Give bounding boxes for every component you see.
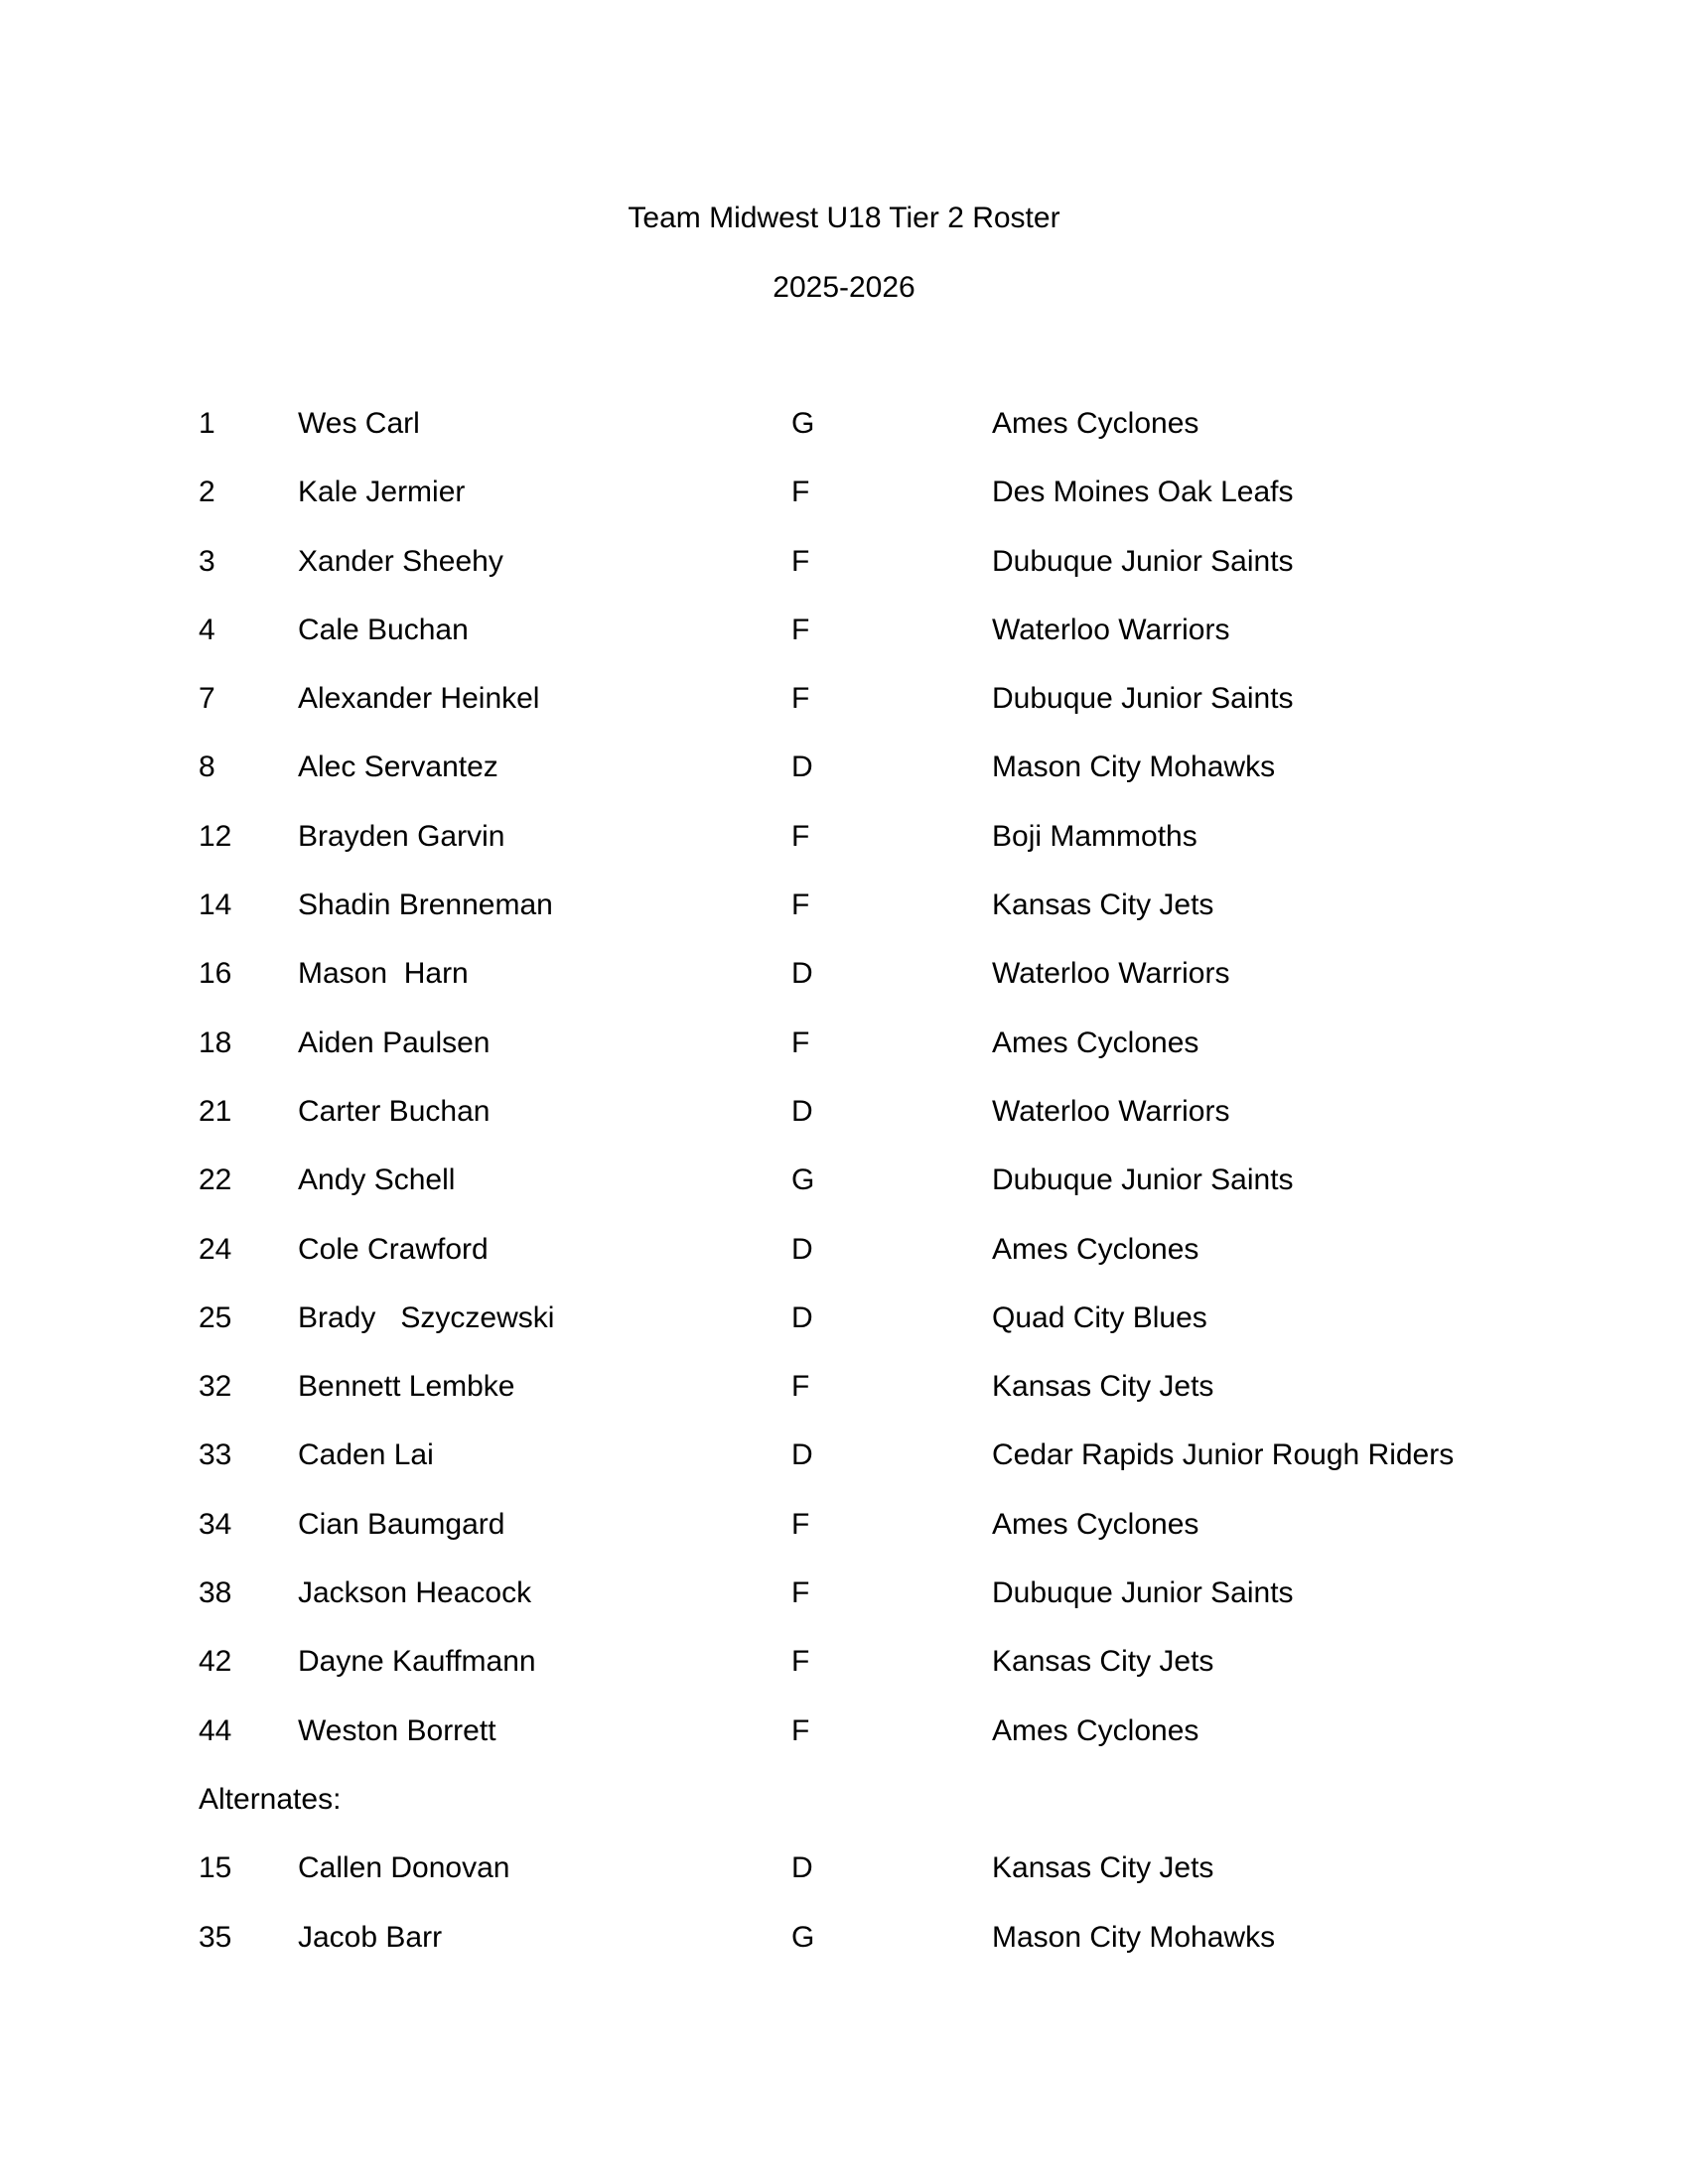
player-name: Weston Borrett (298, 1713, 496, 1747)
player-row (0, 1296, 1688, 1364)
player-position: D (791, 751, 813, 784)
player-number: 25 (199, 1300, 232, 1334)
player-number: 35 (199, 1920, 232, 1954)
player-name: Jacob Barr (298, 1920, 443, 1954)
player-team: Cedar Rapids Junior Rough Riders (992, 1438, 1455, 1472)
player-row (0, 1708, 1688, 1777)
player-row (0, 401, 1688, 470)
player-name: Cole Crawford (298, 1232, 489, 1266)
player-name: Andy Schell (298, 1163, 456, 1197)
player-number: 34 (199, 1507, 232, 1541)
player-row (0, 1570, 1688, 1639)
player-row (0, 1089, 1688, 1158)
player-name: Xander Sheehy (298, 544, 503, 578)
player-number: 38 (199, 1576, 232, 1610)
player-position: F (791, 1025, 810, 1059)
player-name: Alexander Heinkel (298, 682, 540, 716)
player-name: Carter Buchan (298, 1094, 491, 1128)
player-row (0, 951, 1688, 1020)
player-team: Dubuque Junior Saints (992, 1576, 1294, 1610)
player-team: Waterloo Warriors (992, 613, 1230, 646)
player-position: D (791, 1300, 813, 1334)
player-name: Jackson Heacock (298, 1576, 532, 1610)
player-name: Kale Jermier (298, 476, 466, 509)
player-row (0, 1639, 1688, 1707)
player-name: Callen Donovan (298, 1851, 510, 1885)
player-team: Dubuque Junior Saints (992, 544, 1294, 578)
player-name: Alec Servantez (298, 751, 498, 784)
player-row (0, 1158, 1688, 1226)
player-name: Caden Lai (298, 1438, 434, 1472)
player-name: Cian Baumgard (298, 1507, 505, 1541)
player-team: Boji Mammoths (992, 819, 1197, 853)
roster-title: Team Midwest U18 Tier 2 Roster (628, 202, 1060, 234)
player-number: 21 (199, 1094, 232, 1128)
player-position: D (791, 1232, 813, 1266)
player-position: D (791, 1094, 813, 1128)
player-name: Brady Szyczewski (298, 1300, 555, 1334)
player-position: F (791, 476, 810, 509)
player-team: Mason City Mohawks (992, 1920, 1276, 1954)
player-position: G (791, 1163, 815, 1197)
player-number: 42 (199, 1645, 232, 1679)
player-position: F (791, 888, 810, 922)
player-row (0, 470, 1688, 538)
player-number: 2 (199, 476, 215, 509)
alternates-heading: Alternates: (199, 1782, 342, 1816)
player-team: Ames Cyclones (992, 1025, 1199, 1059)
player-team: Quad City Blues (992, 1300, 1207, 1334)
player-team: Ames Cyclones (992, 407, 1199, 440)
player-number: 44 (199, 1713, 232, 1747)
player-position: F (791, 682, 810, 716)
player-number: 1 (199, 407, 215, 440)
player-row (0, 608, 1688, 676)
player-position: D (791, 957, 813, 991)
player-row (0, 1364, 1688, 1433)
player-number: 14 (199, 888, 232, 922)
player-row (0, 539, 1688, 608)
player-name: Mason Harn (298, 957, 469, 991)
player-name: Aiden Paulsen (298, 1025, 491, 1059)
player-row (0, 1502, 1688, 1570)
player-team: Kansas City Jets (992, 888, 1214, 922)
player-number: 16 (199, 957, 232, 991)
player-number: 24 (199, 1232, 232, 1266)
player-number: 3 (199, 544, 215, 578)
player-position: F (791, 544, 810, 578)
alternate-row (0, 1845, 1688, 1914)
player-team: Waterloo Warriors (992, 1094, 1230, 1128)
player-position: G (791, 407, 815, 440)
player-name: Dayne Kauffmann (298, 1645, 536, 1679)
player-position: D (791, 1851, 813, 1885)
player-team: Dubuque Junior Saints (992, 1163, 1294, 1197)
player-team: Ames Cyclones (992, 1232, 1199, 1266)
player-number: 22 (199, 1163, 232, 1197)
player-number: 15 (199, 1851, 232, 1885)
player-row (0, 745, 1688, 813)
player-team: Ames Cyclones (992, 1713, 1199, 1747)
player-row (0, 1227, 1688, 1296)
player-position: F (791, 1576, 810, 1610)
player-name: Wes Carl (298, 407, 420, 440)
player-number: 7 (199, 682, 215, 716)
player-number: 8 (199, 751, 215, 784)
player-position: F (791, 1645, 810, 1679)
alternates-heading-row (0, 1777, 1688, 1845)
alternate-row (0, 1915, 1688, 1983)
roster-table (0, 401, 1688, 1983)
player-number: 12 (199, 819, 232, 853)
player-team: Ames Cyclones (992, 1507, 1199, 1541)
player-position: G (791, 1920, 815, 1954)
player-number: 18 (199, 1025, 232, 1059)
player-number: 33 (199, 1438, 232, 1472)
player-position: F (791, 1370, 810, 1404)
player-team: Kansas City Jets (992, 1851, 1214, 1885)
player-position: F (791, 1507, 810, 1541)
player-row (0, 1433, 1688, 1501)
player-number: 4 (199, 613, 215, 646)
player-name: Bennett Lembke (298, 1370, 515, 1404)
player-position: D (791, 1438, 813, 1472)
player-name: Shadin Brenneman (298, 888, 553, 922)
player-name: Brayden Garvin (298, 819, 505, 853)
player-row (0, 676, 1688, 745)
player-team: Dubuque Junior Saints (992, 682, 1294, 716)
player-row (0, 1021, 1688, 1089)
player-position: F (791, 1713, 810, 1747)
player-team: Kansas City Jets (992, 1645, 1214, 1679)
player-row (0, 814, 1688, 883)
player-number: 32 (199, 1370, 232, 1404)
player-name: Cale Buchan (298, 613, 469, 646)
player-team: Des Moines Oak Leafs (992, 476, 1294, 509)
player-team: Waterloo Warriors (992, 957, 1230, 991)
player-row (0, 883, 1688, 951)
player-team: Kansas City Jets (992, 1370, 1214, 1404)
player-position: F (791, 819, 810, 853)
player-team: Mason City Mohawks (992, 751, 1276, 784)
player-position: F (791, 613, 810, 646)
season-label: 2025-2026 (773, 271, 915, 304)
